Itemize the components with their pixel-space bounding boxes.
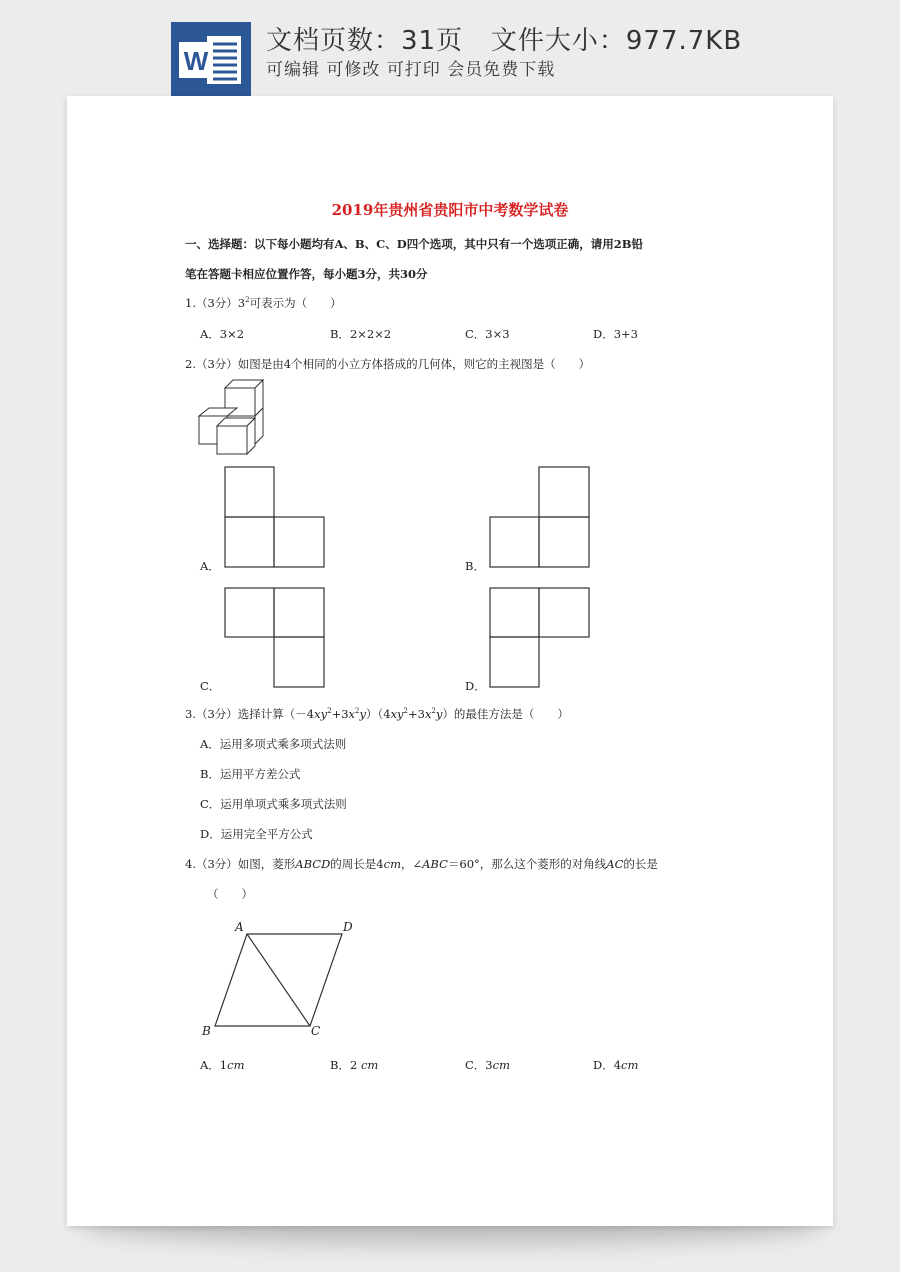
document-title: 2019年贵州省贵阳市中考数学试卷 <box>331 201 569 219</box>
q4-vertex-a: A <box>235 920 244 934</box>
q3-exp: 2 <box>327 707 332 716</box>
q1-option-d[interactable]: D．3+3 <box>593 327 638 341</box>
q2-option-b-label[interactable]: B． <box>465 559 485 573</box>
q3-var: x <box>348 707 356 721</box>
q4-option-b-unit: cm <box>360 1058 379 1072</box>
q3-option-b[interactable]: B．运用平方差公式 <box>200 767 301 781</box>
q2-option-c-figure[interactable] <box>224 587 326 689</box>
file-info-subtitle: 可编辑 可修改 可打印 会员免费下载 <box>266 60 556 80</box>
q3-exp: 2 <box>355 707 360 716</box>
q3-stem-part: ）（4 <box>365 707 391 721</box>
q4-var: AC <box>606 857 624 871</box>
q3-stem-part: 3.（3分）选择计算（－4 <box>185 707 315 721</box>
q3-var: y <box>359 707 366 721</box>
q4-vertex-b: B <box>202 1024 211 1038</box>
q4-var: ABCD <box>295 857 331 871</box>
question-2-stem: 2.（3分）如图是由4个相同的小立方体搭成的几何体，则它的主视图是（ ） <box>185 357 591 371</box>
q3-stem-part: ）的最佳方法是（ ） <box>442 707 569 721</box>
q3-var: xy <box>390 707 404 721</box>
question-4-blank: （ ） <box>207 887 253 901</box>
q4-option-d-unit: cm <box>621 1058 639 1072</box>
question-3-stem <box>185 706 569 722</box>
q3-stem-part: +3 <box>408 707 425 721</box>
q4-unit: cm <box>383 857 401 871</box>
q2-cube-figure <box>195 378 275 458</box>
q4-option-c-text: C．3 <box>465 1058 493 1072</box>
q4-vertex-c: C <box>311 1024 321 1038</box>
q3-option-a[interactable]: A．运用多项式乘多项式法则 <box>200 737 347 751</box>
q3-var: x <box>424 707 432 721</box>
q4-option-a-text: A．1 <box>200 1058 228 1072</box>
q2-option-a-figure[interactable] <box>224 466 326 569</box>
q4-option-b[interactable] <box>330 1057 378 1073</box>
q2-option-d-label[interactable]: D． <box>465 679 486 693</box>
q1-option-a[interactable]: A．3×2 <box>200 327 245 341</box>
q4-var: ABC <box>422 857 448 871</box>
q4-rhombus-figure <box>197 916 367 1041</box>
q4-option-a-unit: cm <box>227 1058 245 1072</box>
q3-exp: 2 <box>403 707 409 716</box>
q4-option-b-text: B．2 <box>330 1058 361 1072</box>
q4-option-c[interactable] <box>465 1057 510 1073</box>
q2-option-d-figure[interactable] <box>489 587 591 689</box>
q2-option-c-label[interactable]: C． <box>200 679 221 693</box>
q4-option-c-unit: cm <box>492 1058 510 1072</box>
header <box>0 0 900 96</box>
q2-option-a-label[interactable]: A． <box>200 559 220 573</box>
q1-stem-part: 1.（3分）3 <box>185 296 246 310</box>
q4-option-d[interactable] <box>593 1057 638 1073</box>
q1-option-c[interactable]: C．3×3 <box>465 327 510 341</box>
question-4-stem <box>185 856 658 872</box>
q4-stem-part: 4.（3分）如图，菱形 <box>185 857 296 871</box>
q4-vertex-d: D <box>343 920 353 934</box>
q3-var: xy <box>314 707 328 721</box>
question-1-stem <box>185 295 342 311</box>
q3-stem-part: +3 <box>331 707 349 721</box>
section1-instructions-line2: 笔在答题卡相应位置作答，每小题3分，共30分 <box>185 267 428 281</box>
q1-option-b[interactable]: B．2×2×2 <box>330 327 392 341</box>
word-logo-letter: W <box>183 46 209 76</box>
q4-stem-part: 的周长是4 <box>330 857 384 871</box>
q1-stem-part: 可表示为（ ） <box>249 296 342 310</box>
document-page <box>67 96 833 1226</box>
q4-option-d-text: D．4 <box>593 1058 622 1072</box>
file-info-title: 文档页数：31页 文件大小：977.7KB <box>266 26 743 56</box>
q3-option-c[interactable]: C．运用单项式乘多项式法则 <box>200 797 347 811</box>
q2-option-b-figure[interactable] <box>489 466 591 569</box>
q4-stem-part: 的长是 <box>623 857 658 871</box>
q1-exponent: 2 <box>245 296 250 305</box>
q4-option-a[interactable] <box>200 1057 244 1073</box>
section1-instructions-line1: 一、选择题：以下每小题均有A、B、C、D四个选项，其中只有一个选项正确，请用2B铅 <box>185 237 643 251</box>
q3-exp: 2 <box>431 707 436 716</box>
q4-stem-part: ，∠ <box>400 857 423 871</box>
word-file-icon <box>171 22 251 96</box>
q3-var: y <box>435 707 443 721</box>
q3-option-d[interactable]: D．运用完全平方公式 <box>200 827 313 841</box>
q4-stem-part: ＝60°，那么这个菱形的对角线 <box>447 857 607 871</box>
